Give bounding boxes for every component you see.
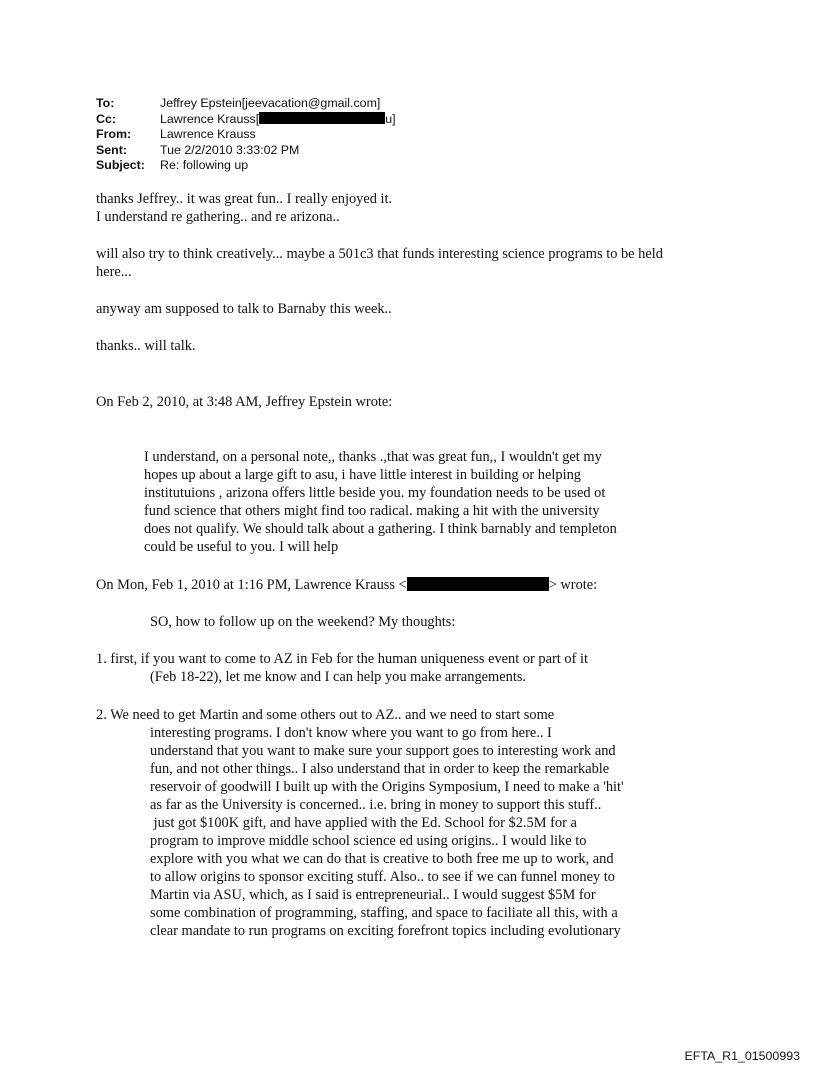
cc-label: Cc: bbox=[96, 111, 116, 126]
from-row bbox=[96, 127, 396, 143]
text-line: I understand, on a personal note,, thanks .,that was great fun,, I wouldn't get my bbox=[144, 449, 602, 465]
cc-value-end: u] bbox=[385, 111, 396, 126]
text-line: hopes up about a large gift to asu, i have little interest in building or helping bbox=[144, 467, 581, 483]
list-item-2 bbox=[96, 706, 624, 940]
subject-value: Re: following up bbox=[160, 158, 249, 173]
text-line: as far as the University is concerned.. i.e. bring in money to support this stuff.. bbox=[150, 797, 602, 813]
reply-paragraph-1 bbox=[96, 190, 392, 226]
sent-label: Sent: bbox=[96, 142, 127, 157]
text-line: (Feb 18-22), let me know and I can help you make arrangements. bbox=[150, 669, 527, 685]
quote2-attribution-end: > wrote: bbox=[548, 577, 598, 593]
cc-row bbox=[96, 112, 396, 128]
text-line: will also try to think creatively... maybe a 501c3 that funds interesting science programs to be held bbox=[96, 246, 663, 262]
to-label: To: bbox=[96, 96, 115, 110]
quote2-intro: SO, how to follow up on the weekend? My thoughts: bbox=[150, 614, 456, 630]
text-line: institutuions , arizona offers little beside you. my foundation needs to be used ot bbox=[144, 485, 606, 501]
from-value: Lawrence Krauss bbox=[160, 127, 256, 142]
text-line: fund science that others might find too radical. making a hit with the university bbox=[144, 503, 600, 519]
from-label: From: bbox=[96, 127, 132, 142]
list-item-1 bbox=[96, 650, 588, 686]
to-row bbox=[96, 96, 396, 112]
quote2-attribution-start: On Mon, Feb 1, 2010 at 1:16 PM, Lawrence Krauss < bbox=[96, 577, 407, 593]
redaction-block bbox=[259, 112, 385, 124]
text-line: Martin via ASU, which, as I said is entrepreneurial.. I would suggest $5M for bbox=[150, 887, 596, 903]
document-id: EFTA_R1_01500993 bbox=[684, 1049, 800, 1063]
email-header bbox=[96, 96, 396, 174]
cc-value-start: Lawrence Krauss[ bbox=[160, 111, 260, 126]
text-line: program to improve middle school science ed using origins.. I would like to bbox=[150, 833, 587, 849]
subject-row bbox=[96, 158, 396, 174]
text-line: some combination of programming, staffing, and space to faciliate all this, with a bbox=[150, 905, 618, 921]
text-line: does not qualify. We should talk about a gathering. I think barnably and templeton bbox=[144, 521, 617, 537]
subject-label: Subject: bbox=[96, 158, 145, 173]
quote2-attribution bbox=[96, 576, 597, 594]
quote1-body bbox=[144, 448, 617, 556]
text-line: just got $100K gift, and have applied with the Ed. School for $2.5M for a bbox=[150, 815, 577, 831]
reply-paragraph-2 bbox=[96, 245, 663, 281]
text-line: explore with you what we can do that is creative to both free me up to work, and bbox=[150, 851, 614, 867]
reply-paragraph-4: thanks.. will talk. bbox=[96, 338, 196, 354]
text-line: fun, and not other things.. I also understand that in order to keep the remarkable bbox=[150, 761, 610, 777]
text-line: clear mandate to run programs on exciting forefront topics including evolutionary bbox=[150, 923, 621, 939]
text-line: 2. We need to get Martin and some others out to AZ.. and we need to start some bbox=[96, 707, 555, 723]
text-line: to allow origins to sponsor exciting stuff. Also.. to see if we can funnel money to bbox=[150, 869, 615, 885]
sent-row bbox=[96, 143, 396, 159]
text-line: here... bbox=[96, 264, 132, 280]
text-line: interesting programs. I don't know where you want to go from here.. I bbox=[150, 725, 552, 741]
text-line: understand that you want to make sure your support goes to interesting work and bbox=[150, 743, 616, 759]
quote1-attribution: On Feb 2, 2010, at 3:48 AM, Jeffrey Epstein wrote: bbox=[96, 394, 393, 410]
sent-value: Tue 2/2/2010 3:33:02 PM bbox=[160, 142, 300, 157]
text-line: 1. first, if you want to come to AZ in Feb for the human uniqueness event or part of it bbox=[96, 651, 588, 667]
text-line: could be useful to you. I will help bbox=[144, 539, 339, 555]
redaction-block bbox=[407, 577, 549, 591]
reply-paragraph-3: anyway am supposed to talk to Barnaby this week.. bbox=[96, 301, 392, 317]
text-line: thanks Jeffrey.. it was great fun.. I really enjoyed it. bbox=[96, 191, 393, 207]
to-value: Jeffrey Epstein[jeevacation@gmail.com] bbox=[160, 96, 381, 110]
text-line: reservoir of goodwill I built up with the Origins Symposium, I need to make a 'hit' bbox=[150, 779, 624, 795]
text-line: I understand re gathering.. and re arizona.. bbox=[96, 209, 340, 225]
